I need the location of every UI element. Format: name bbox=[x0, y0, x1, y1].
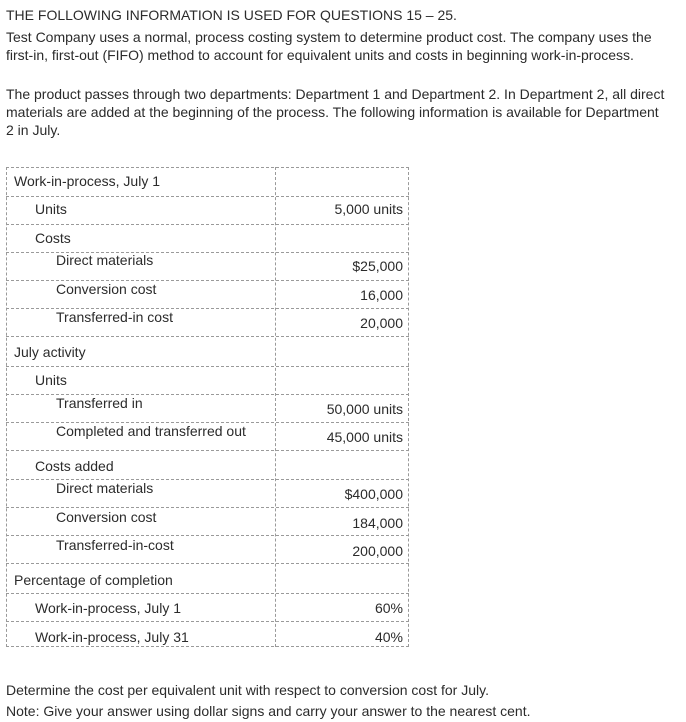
row-divider bbox=[6, 336, 409, 337]
transferred-in-cost-label: Transferred-in cost bbox=[56, 309, 173, 325]
row-divider bbox=[6, 196, 409, 197]
heading: THE FOLLOWING INFORMATION IS USED FOR QUESTIONS 15 – 25. bbox=[6, 7, 457, 23]
added-direct-materials-value: $400,000 bbox=[344, 486, 403, 502]
transferred-in-value: 50,000 units bbox=[326, 401, 403, 417]
row-divider bbox=[6, 535, 409, 536]
july-activity-heading: July activity bbox=[14, 344, 86, 360]
wip-july1-completion-label: Work-in-process, July 1 bbox=[35, 600, 182, 616]
transferred-in-cost-value: 20,000 bbox=[360, 315, 403, 331]
question-note: Note: Give your answer using dollar signs and carry your answer to the nearest cent. bbox=[6, 703, 531, 719]
intro-paragraph-2: The product passes through two departments: Department 1 and Department 2. In Department 2, all direct materials are added at the beginning of the process. The following information is available for Department 2 in July. bbox=[6, 86, 665, 138]
row-divider bbox=[6, 507, 409, 508]
costs-added-label: Costs added bbox=[35, 458, 114, 474]
added-transferred-in-cost-label: Transferred-in-cost bbox=[56, 537, 174, 553]
activity-units-label: Units bbox=[35, 372, 67, 388]
row-divider bbox=[6, 224, 409, 225]
row-divider bbox=[6, 366, 409, 367]
percentage-completion-heading: Percentage of completion bbox=[14, 572, 173, 588]
row-divider bbox=[6, 621, 409, 622]
wip-july1-heading: Work-in-process, July 1 bbox=[14, 173, 161, 189]
added-direct-materials-label: Direct materials bbox=[56, 480, 154, 496]
direct-materials-label: Direct materials bbox=[56, 252, 154, 268]
conversion-cost-value: 16,000 bbox=[360, 287, 403, 303]
conversion-cost-label: Conversion cost bbox=[56, 281, 157, 297]
added-conversion-cost-label: Conversion cost bbox=[56, 509, 157, 525]
row-divider bbox=[6, 563, 409, 564]
row-divider bbox=[6, 593, 409, 594]
costs-label: Costs bbox=[35, 230, 71, 246]
question-text: Determine the cost per equivalent unit with respect to conversion cost for July. bbox=[6, 682, 489, 698]
transferred-in-label: Transferred in bbox=[56, 395, 143, 411]
row-divider bbox=[6, 450, 409, 451]
units-label: Units bbox=[35, 201, 67, 217]
completed-transferred-out-label: Completed and transferred out bbox=[56, 423, 246, 439]
intro-paragraph-1: Test Company uses a normal, process costing system to determine product cost. The company uses the first-in, first-out (FIFO) method to account for equivalent units and costs in beginning work-in-process. bbox=[6, 29, 652, 63]
added-transferred-in-cost-value: 200,000 bbox=[352, 543, 403, 559]
wip-july31-completion-value: 40% bbox=[374, 629, 403, 645]
direct-materials-value: $25,000 bbox=[352, 258, 403, 274]
completed-transferred-out-value: 45,000 units bbox=[326, 429, 403, 445]
column-divider bbox=[275, 167, 276, 647]
wip-july1-completion-value: 60% bbox=[374, 600, 403, 616]
wip-july31-completion-label: Work-in-process, July 31 bbox=[35, 629, 189, 645]
units-value: 5,000 units bbox=[334, 201, 403, 217]
added-conversion-cost-value: 184,000 bbox=[352, 515, 403, 531]
